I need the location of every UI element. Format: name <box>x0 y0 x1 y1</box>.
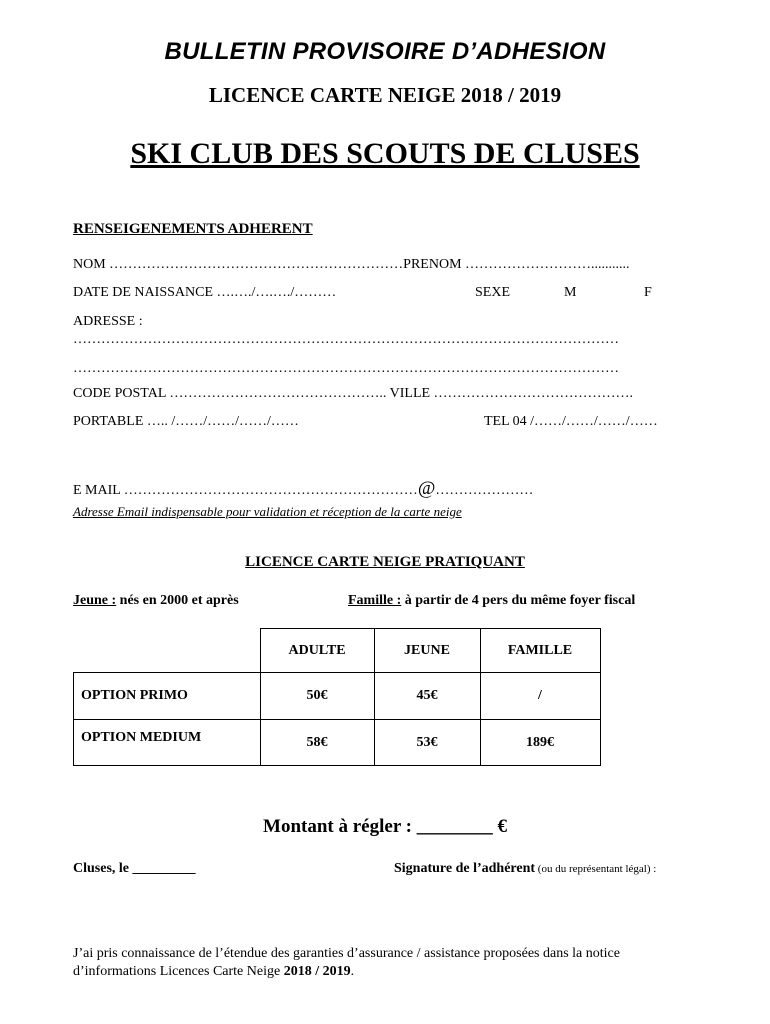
column-header-jeune: JEUNE <box>374 629 480 673</box>
signature-note: (ou du représentant légal) : <box>535 863 657 875</box>
jeune-definition <box>73 593 239 609</box>
column-header-famille: FAMILLE <box>480 629 600 673</box>
email-suffix: ………………… <box>435 483 534 498</box>
licence-section-title: LICENCE CARTE NEIGE PRATIQUANT <box>245 554 525 570</box>
price-medium-jeune: 53€ <box>374 720 480 766</box>
footer-end: . <box>350 964 355 979</box>
price-medium-famille: 189€ <box>480 720 600 766</box>
price-primo-jeune: 45€ <box>374 673 480 720</box>
sexe-m-option[interactable]: M <box>564 285 577 300</box>
row-label-primo: OPTION PRIMO <box>74 673 261 720</box>
insurance-acknowledgement <box>73 945 693 981</box>
column-header-adulte: ADULTE <box>260 629 374 673</box>
price-table <box>73 628 601 766</box>
jeune-label: Jeune : <box>73 593 117 608</box>
email-prefix: E MAIL ……………………………………………………… <box>73 483 418 498</box>
signature-field[interactable] <box>394 861 656 877</box>
document-title: BULLETIN PROVISOIRE D’ADHESION <box>164 38 606 65</box>
table-row-primo <box>74 673 601 720</box>
sexe-label: SEXE <box>475 285 510 300</box>
adresse-line-1[interactable]: ……………………………………………………………………………………………………… <box>73 332 619 347</box>
adresse-line-2[interactable]: ……………………………………………………………………………………………………… <box>73 361 619 376</box>
sexe-f-option[interactable]: F <box>644 285 652 300</box>
amount-to-pay[interactable]: Montant à régler : ________ € <box>263 816 507 837</box>
jeune-text: nés en 2000 et après <box>116 593 239 608</box>
famille-text: à partir de 4 pers du même foyer fiscal <box>401 593 636 608</box>
email-field[interactable] <box>73 478 533 500</box>
footer-text: J’ai pris connaissance de l’étendue des garanties d’assurance / assistance proposées dans la notice d’informations Licences Carte Neige <box>73 946 620 979</box>
table-row-medium <box>74 720 601 766</box>
famille-definition <box>348 593 635 609</box>
signature-label: Signature de l’adhérent <box>394 861 536 876</box>
code-postal-ville-field[interactable]: CODE POSTAL ……………………………………….. VILLE ……………………………………. <box>73 386 634 401</box>
table-header-row <box>74 629 601 673</box>
adresse-label: ADRESSE : <box>73 314 143 329</box>
email-note: Adresse Email indispensable pour validation et réception de la carte neige <box>73 504 462 519</box>
document-subtitle: LICENCE CARTE NEIGE 2018 / 2019 <box>208 83 562 107</box>
cluses-date-field[interactable]: Cluses, le _________ <box>73 861 196 876</box>
famille-label: Famille : <box>348 593 402 608</box>
price-primo-adulte: 50€ <box>260 673 374 720</box>
nom-prenom-field[interactable]: NOM ………………………………………………………PRENOM ………………………........... <box>73 257 630 272</box>
portable-field[interactable]: PORTABLE ….. /……/……/……/…… <box>73 414 299 429</box>
price-primo-famille: / <box>480 673 600 720</box>
member-section-title: RENSEIGENEMENTS ADHERENT <box>73 221 313 237</box>
price-medium-adulte: 58€ <box>260 720 374 766</box>
email-at-sign: @ <box>417 478 436 499</box>
table-corner <box>74 629 261 673</box>
birth-date-field[interactable]: DATE DE NAISSANCE ….…./….…./……… <box>73 285 337 300</box>
footer-year: 2018 / 2019 <box>283 964 351 979</box>
club-name: SKI CLUB DES SCOUTS DE CLUSES <box>130 137 640 170</box>
tel-field[interactable]: TEL 04 /……/……/……/…… <box>484 414 658 429</box>
row-label-medium: OPTION MEDIUM <box>74 720 261 766</box>
